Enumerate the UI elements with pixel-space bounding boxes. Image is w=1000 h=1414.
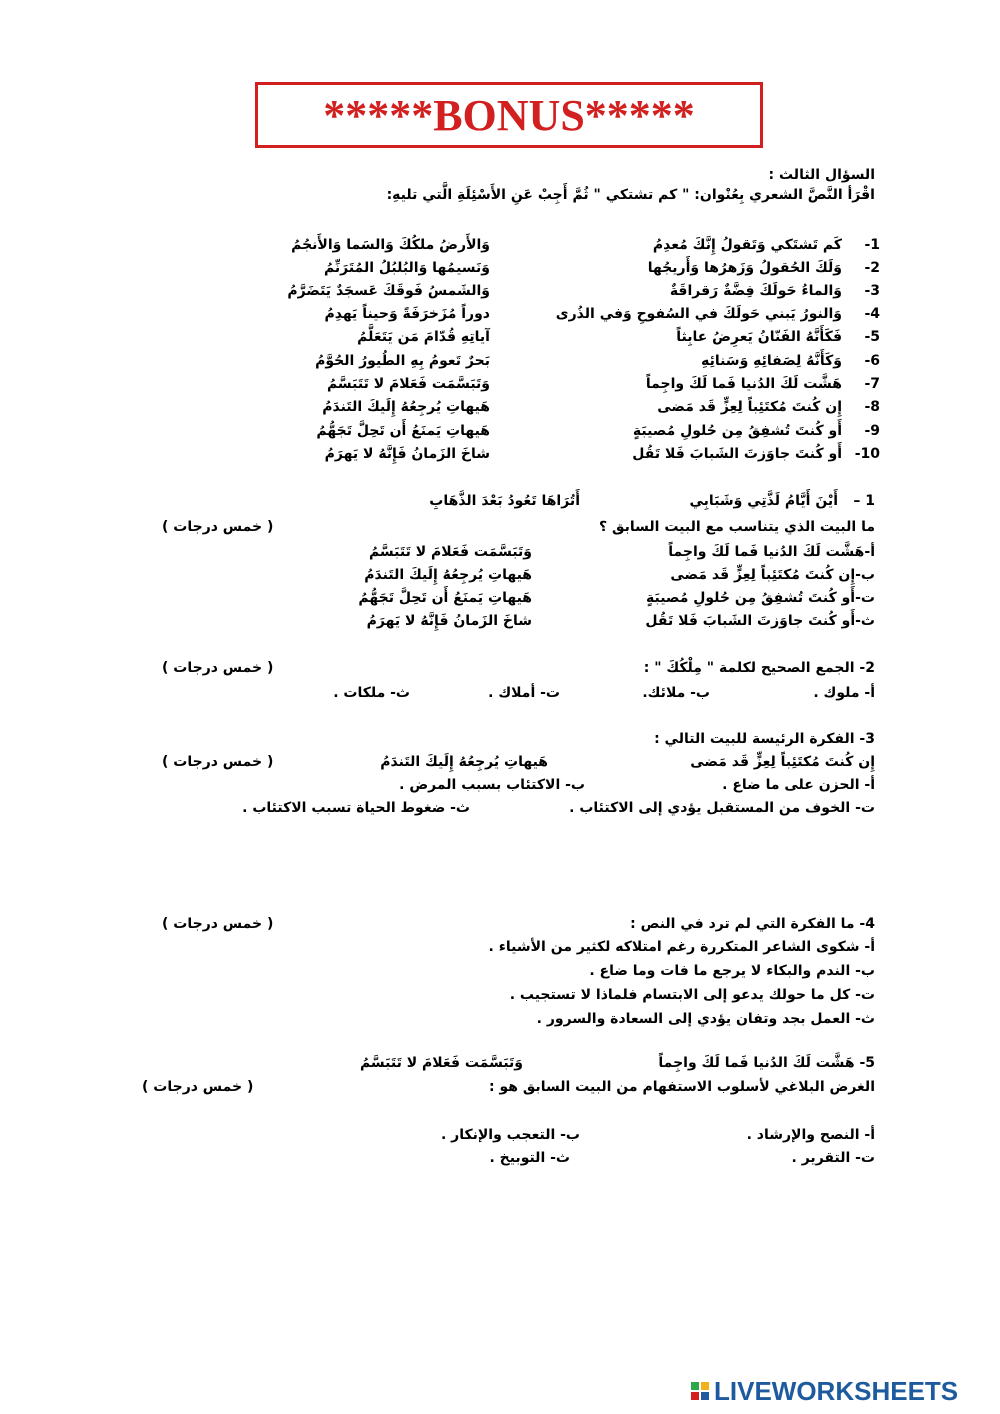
q3-verse-second: هَيهاتِ يُرجِعُهُ إِلَيكَ التَندَمُ [380,754,548,770]
q1-option-second: وَتَبَسَّمَت فَعَلامَ لا تَتَبَسَّمُ [368,544,532,560]
poem-line-num: 3- [864,283,880,299]
q1-verse-first: أَيْنَ أَيَّامُ لَذَّتِي وَشَبَابِي [689,493,838,509]
poem-first-hemistich: أَو كُنتَ تُشفِقُ مِن حُلولِ مُصيبَةٍ [632,423,842,439]
q4-option[interactable]: ب- الندم والبكاء لا يرجع ما فات وما ضاع . [589,963,875,979]
poem-line-num: 2- [864,260,880,276]
poem-second-hemistich: وَنَسيمُها وَالبُلبُلُ المُتَرَنِّمُ [323,260,490,276]
bonus-banner [255,82,763,148]
q1-option-second: هَيهاتِ يُرجِعُهُ إِلَيكَ التَندَمُ [364,567,532,583]
q1-option[interactable]: ث-أَو كُنتَ جاوَزتَ الشَبابَ فَلا تَقُل [645,613,875,629]
poem-second-hemistich: دوراً مُزَخرَفَةً وَحيناً يَهدِمُ [324,306,490,322]
poem-line-num: 4- [864,306,880,322]
q1-verse-second: أَتُرَاهَا تَعُودُ بَعْدَ الذَّهَابِ [429,493,580,509]
q4-option[interactable]: أ- شكوى الشاعر المتكررة رغم امتلاكه لكثير من الأشياء . [488,939,875,955]
q4-grade: ( خمس درجات ) [162,916,274,932]
q2-option[interactable]: ب- ملائك. [642,685,710,701]
poem-line-num: 8- [864,399,880,415]
q1-option[interactable]: ت-أَو كُنتَ تُشفِقُ مِن حُلولِ مُصيبَةٍ [645,590,875,606]
poem-first-hemistich: أَو كُنتَ جاوَزتَ الشَبابَ فَلا تَقُل [632,446,842,462]
poem-first-hemistich: وَلَكَ الحُقولُ وَزَهرُها وَأَريجُها [647,260,842,276]
q1-option-second: شاخَ الزَمانُ فَإِنَّهُ لا يَهرَمُ [366,613,532,629]
poem-second-hemistich: هَيهاتِ يَمنَعُ أَن تَحِلَّ تَجَهُّمُ [316,423,490,439]
q1-grade: ( خمس درجات ) [162,519,274,535]
poem-first-hemistich: إِن كُنتَ مُكتَئِباً لِعِزٍّ قَد مَضى [657,399,842,415]
q4-option[interactable]: ث- العمل بجد وتفان يؤدي إلى السعادة والسرور . [536,1011,875,1027]
q1-option-second: هَيهاتِ يَمنَعُ أَن تَحِلَّ تَجَهُّمُ [358,590,532,606]
poem-line-num: 9- [864,423,880,439]
logo-squares-icon [690,1381,710,1401]
q3-option[interactable]: ث- ضغوط الحياة تسبب الاكتئاب . [242,800,470,816]
q5-option[interactable]: أ- النصح والإرشاد . [746,1127,875,1143]
poem-second-hemistich: وَالأَرضُ ملكُكَ وَالسَما وَالأَنجُمُ [291,237,490,253]
q1-prompt: ما البيت الذي يتناسب مع البيت السابق ؟ [599,519,875,535]
q5-option[interactable]: ث- التوبيخ . [489,1150,570,1166]
q4-prompt: 4- ما الفكرة التي لم ترد في النص : [630,916,875,932]
q3-option[interactable]: أ- الحزن على ما ضاع . [722,777,875,793]
q2-option[interactable]: ث- ملكات . [333,685,410,701]
q5-grade: ( خمس درجات ) [142,1079,254,1095]
poem-first-hemistich: وَالنورُ يَبني حَولَكَ في السُفوحِ وَفي الذُرى [555,306,842,322]
q5-option[interactable]: ب- التعجب والإنكار . [440,1127,580,1143]
q5-verse-first: 5- هَشَّت لَكَ الدُنيا فَما لَكَ واجِماً [658,1055,875,1071]
q5-verse-second: وَتَبَسَّمَت فَعَلامَ لا تَتَبَسَّمُ [359,1055,523,1071]
q2-prompt: 2- الجمع الصحيح لكلمة " مِلْكُكَ " : [643,660,875,676]
q3-option[interactable]: ت- الخوف من المستقبل يؤدي إلى الاكتئاب . [569,800,875,816]
poem-first-hemistich: وَالماءُ حَولَكَ فِضَّةٌ رَقراقَةٌ [669,283,842,299]
q1-option[interactable]: أ-هَشَّت لَكَ الدُنيا فَما لَكَ واجِماً [668,544,875,560]
poem-line-num: 7- [864,376,880,392]
q2-grade: ( خمس درجات ) [162,660,274,676]
q5-prompt: الغرض البلاغي لأسلوب الاستفهام من البيت السابق هو : [488,1079,875,1095]
poem-second-hemistich: وَالشَمسُ فَوقَكَ عَسجَدٌ يَتَضَرَّمُ [287,283,490,299]
instruction: اقْرَأ النَّصَّ الشعري بِعُنْوان: " كم تشتكي " ثُمَّ أَجِبْ عَنِ الأَسْئِلَةِ الَّتي تليهِ: [386,187,875,203]
q3-prompt: 3- الفكرة الرئيسة للبيت التالي : [654,731,875,747]
q2-option[interactable]: ت- أملاك . [488,685,560,701]
poem-line-num: 5- [864,329,880,345]
q1-number: 1 – [853,493,875,509]
poem-line-num: 6- [864,353,880,369]
poem-first-hemistich: وَكَأَنَّهُ لِصَفائِهِ وَسَنائِهِ [701,353,842,369]
q2-option[interactable]: أ- ملوك . [813,685,875,701]
q4-option[interactable]: ت- كل ما حولك يدعو إلى الابتسام فلماذا لا تستجيب . [509,987,875,1003]
poem-line-num: 1- [864,237,880,253]
poem-second-hemistich: بَحرٌ تَعومُ بِهِ الطُيورُ الحُوَّمُ [315,353,490,369]
liveworksheets-logo [690,1376,958,1406]
q5-option[interactable]: ت- التقرير . [791,1150,875,1166]
poem-second-hemistich: شاخَ الزَمانُ فَإِنَّهُ لا يَهرَمُ [324,446,490,462]
poem-line-num: 10- [854,446,880,462]
logo-text: LIVEWORKSHEETS [714,1375,959,1406]
q3-option[interactable]: ب- الاكتئاب بسبب المرض . [399,777,585,793]
poem-first-hemistich: فَكَأَنَّهُ الفَنّانُ يَعرِضُ عابِثاً [676,329,842,345]
poem-second-hemistich: وَتَبَسَّمَت فَعَلامَ لا تَتَبَسَّمُ [326,376,490,392]
section-title: السؤال الثالث : [768,167,875,183]
poem-second-hemistich: آياتِهِ قُدّامَ مَن يَتَعَلَّمُ [357,329,490,345]
poem-second-hemistich: هَيهاتِ يُرجِعُهُ إِلَيكَ التَندَمُ [322,399,490,415]
q1-option[interactable]: ب-إِن كُنتَ مُكتَئِباً لِعِزٍّ قَد مَضى [670,567,875,583]
poem-first-hemistich: كَم تَشتَكي وَتَقولُ إِنَّكَ مُعدِمُ [652,237,842,253]
bonus-title: *****BONUS***** [323,90,695,140]
poem-first-hemistich: هَشَّت لَكَ الدُنيا فَما لَكَ واجِماً [645,376,842,392]
q3-verse-first: إِن كُنتَ مُكتَئِباً لِعِزٍّ قَد مَضى [690,754,875,770]
q3-grade: ( خمس درجات ) [162,754,274,770]
